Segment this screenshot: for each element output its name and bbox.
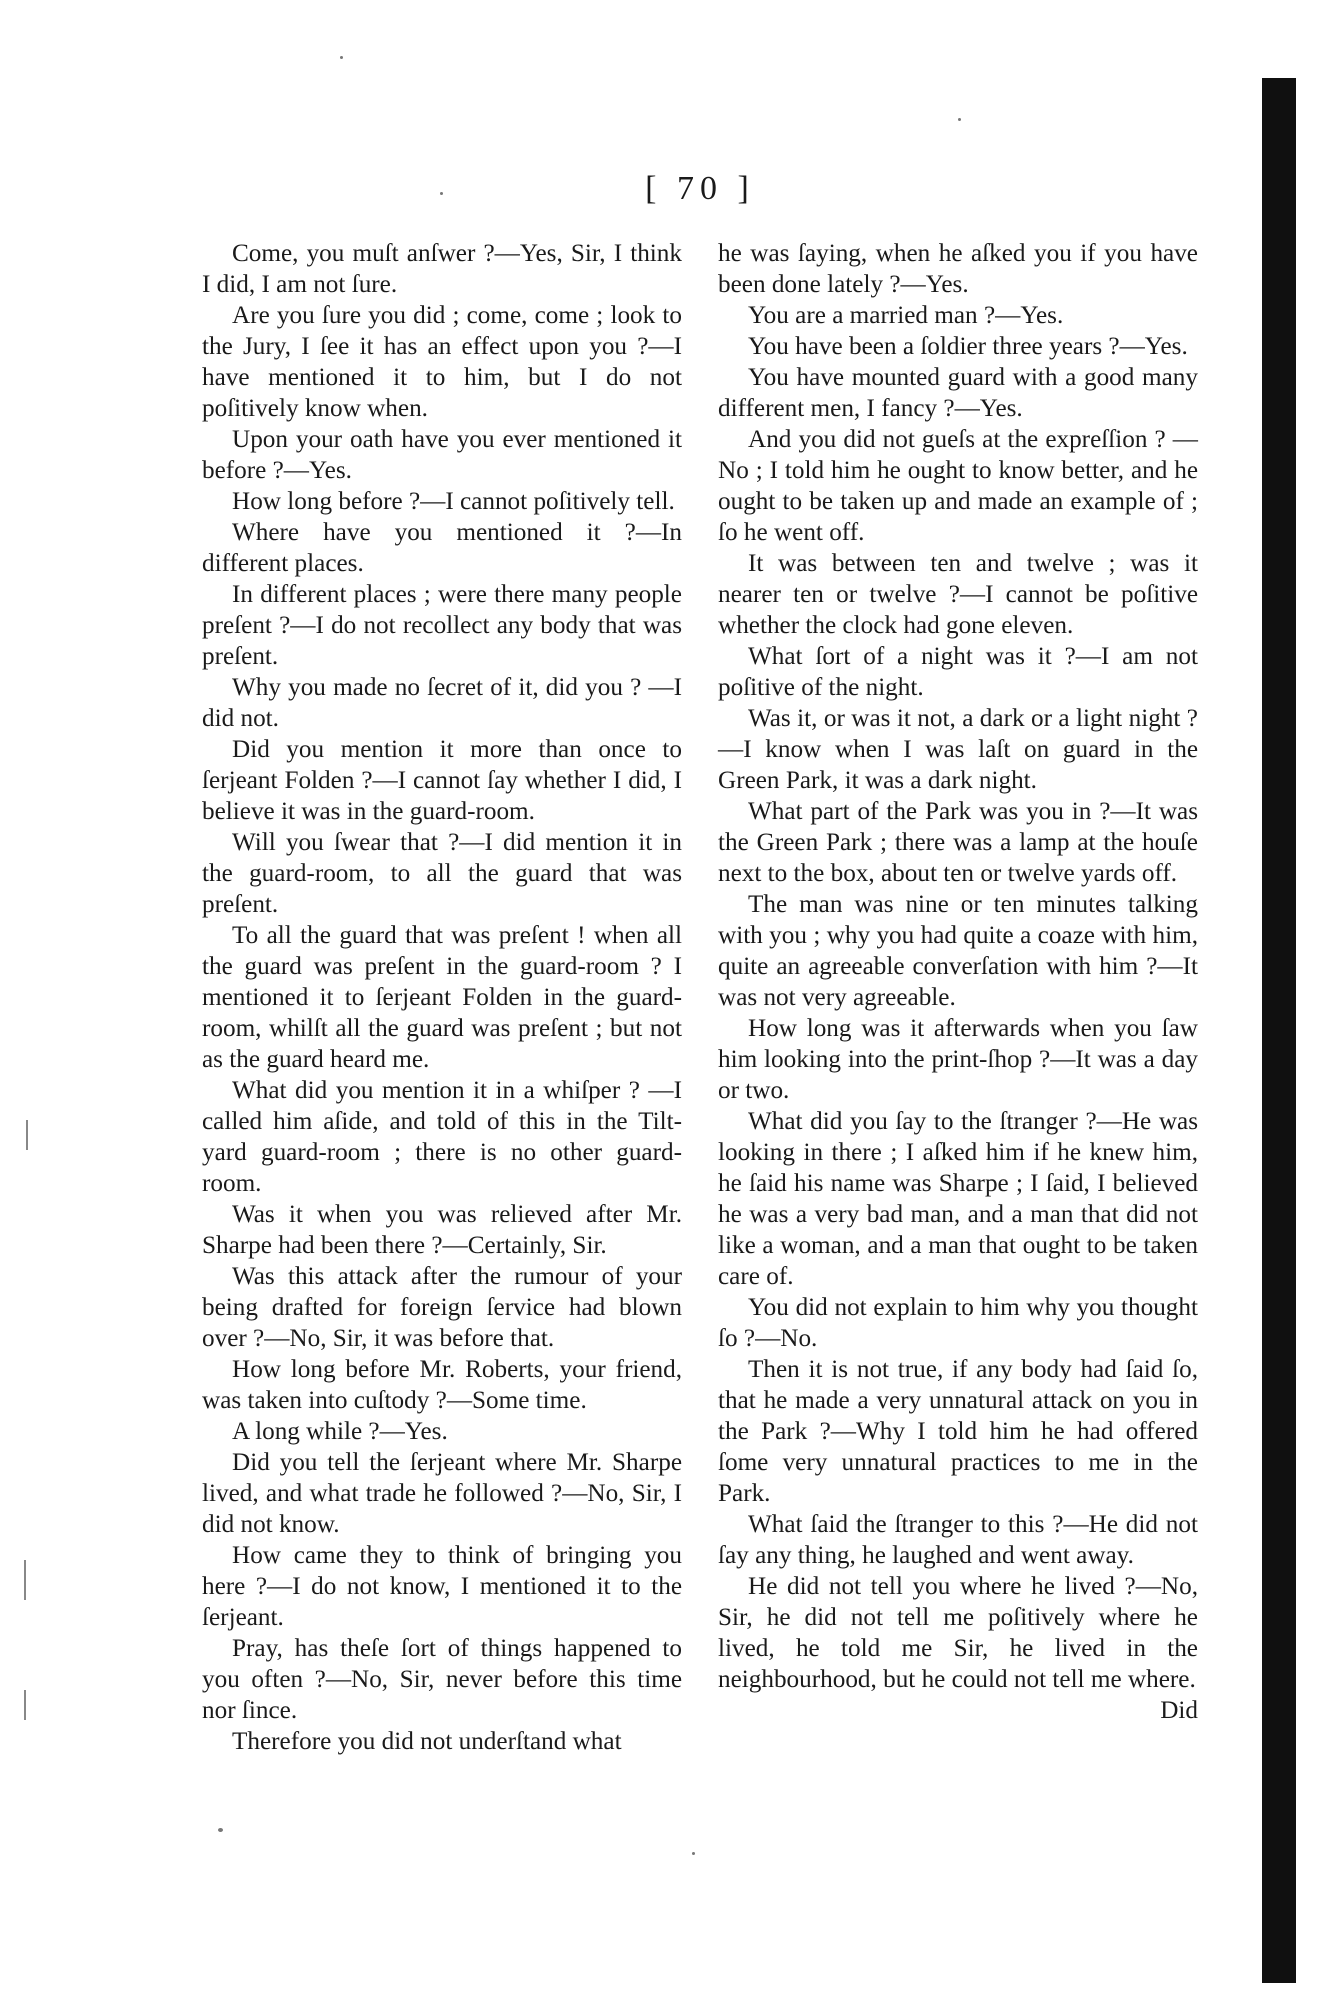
paragraph: Was it when you was relieved after Mr. Sharpe had been there ?—Certainly, Sir. — [202, 1201, 682, 1259]
scan-speck — [958, 118, 961, 121]
paragraph: He did not tell you where he lived ?—No, Sir, he did not tell me poſitively where he lived, he told me Sir, he lived in the neighbourhood, but he could not tell me where. — [718, 1573, 1198, 1693]
paragraph: What part of the Park was you in ?—It was the Green Park ; there was a lamp at the houſe next to the box, about ten or twelve yards off. — [718, 798, 1198, 887]
paragraph: Therefore you did not underſtand what — [232, 1728, 622, 1755]
paragraph: What ſort of a night was it ?—I am not poſitive of the night. — [718, 643, 1198, 701]
paragraph: It was between ten and twelve ; was it nearer ten or twelve ?—I cannot be poſitive whether the clock had gone eleven. — [718, 550, 1198, 639]
scan-speck — [692, 1852, 695, 1855]
paragraph: Was this attack after the rumour of your being drafted for foreign ſervice had blown over ?—No, Sir, it was before that. — [202, 1263, 682, 1352]
scan-mark — [24, 1690, 26, 1720]
scan-speck — [340, 56, 343, 59]
paragraph: You have been a ſoldier three years ?—Yes. — [748, 333, 1188, 360]
page-edge-shadow — [1262, 78, 1296, 1983]
paragraph: Will you ſwear that ?—I did mention it in the guard-room, to all the guard that was preſent. — [202, 829, 682, 918]
paragraph: How long was it afterwards when you ſaw him looking into the print-ſhop ?—It was a day or two. — [718, 1015, 1198, 1104]
paragraph: You did not explain to him why you thought ſo ?—No. — [718, 1294, 1198, 1352]
paragraph: Where have you mentioned it ?—In different places. — [202, 519, 682, 577]
paragraph: Did you tell the ſerjeant where Mr. Sharpe lived, and what trade he followed ?—No, Sir, I did not know. — [202, 1449, 682, 1538]
left-column — [202, 238, 682, 1757]
catchword: Did — [1160, 1697, 1198, 1724]
paragraph: What ſaid the ſtranger to this ?—He did not ſay any thing, he laughed and went away. — [718, 1511, 1198, 1569]
paragraph: How long before ?—I cannot poſitively tell. — [232, 488, 675, 515]
scan-speck — [218, 1828, 223, 1832]
page-number: [ 70 ] — [645, 170, 755, 207]
paragraph: Then it is not true, if any body had ſaid ſo, that he made a very unnatural attack on you in the Park ?—Why I told him he had offered ſome very unnatural practices to me in the Park. — [718, 1356, 1198, 1507]
scan-mark — [24, 1560, 26, 1600]
paragraph: The man was nine or ten minutes talking with you ; why you had quite a coaze with him, quite an agreeable converſation with him ?—It was not very agreeable. — [718, 891, 1198, 1011]
paragraph: You have mounted guard with a good many different men, I fancy ?—Yes. — [718, 364, 1198, 422]
paragraph: What did you mention it in a whiſper ? —I called him aſide, and told of this in the Tilt-yard guard-room ; there is no other guard-room. — [202, 1077, 682, 1197]
paragraph: Did you mention it more than once to ſerjeant Folden ?—I cannot ſay whether I did, I believe it was in the guard-room. — [202, 736, 682, 825]
paragraph: You are a married man ?—Yes. — [748, 302, 1064, 329]
paragraph: he was ſaying, when he aſked you if you have been done lately ?—Yes. — [718, 240, 1198, 298]
paragraph: To all the guard that was preſent ! when all the guard was preſent in the guard-room ? I mentioned it to ſerjeant Folden in the guard-room, whilſt all the guard was preſent ; but not as the guard heard me. — [202, 922, 682, 1073]
paragraph: Pray, has theſe ſort of things happened to you often ?—No, Sir, never before this time nor ſince. — [202, 1635, 682, 1724]
right-column — [718, 238, 1198, 1726]
paragraph: And you did not gueſs at the expreſſion ? —No ; I told him he ought to know better, and he ought to be taken up and made an example of ; ſo he went off. — [718, 426, 1198, 546]
paragraph: Upon your oath have you ever mentioned it before ?—Yes. — [202, 426, 682, 484]
scan-speck — [440, 192, 443, 195]
paragraph: A long while ?—Yes. — [232, 1418, 448, 1445]
paragraph: Are you ſure you did ; come, come ; look to the Jury, I ſee it has an effect upon you ?—I have mentioned it to him, but I do not poſitively know when. — [202, 302, 682, 422]
paragraph: How long before Mr. Roberts, your friend, was taken into cuſtody ?—Some time. — [202, 1356, 682, 1414]
scan-mark — [26, 1120, 28, 1150]
paragraph: Why you made no ſecret of it, did you ? —I did not. — [202, 674, 682, 732]
paragraph: Was it, or was it not, a dark or a light night ?—I know when I was laſt on guard in the Green Park, it was a dark night. — [718, 705, 1198, 794]
paragraph: What did you ſay to the ſtranger ?—He was looking in there ; I aſked him if he knew him, he ſaid his name was Sharpe ; I ſaid, I believed he was a very bad man, and a man that did not like a woman, and a man that ought to be taken care of. — [718, 1108, 1198, 1290]
paragraph: Come, you muſt anſwer ?—Yes, Sir, I think I did, I am not ſure. — [202, 240, 682, 298]
paragraph: How came they to think of bringing you here ?—I do not know, I mentioned it to the ſerjeant. — [202, 1542, 682, 1631]
paragraph: In different places ; were there many people preſent ?—I do not recollect any body that was preſent. — [202, 581, 682, 670]
